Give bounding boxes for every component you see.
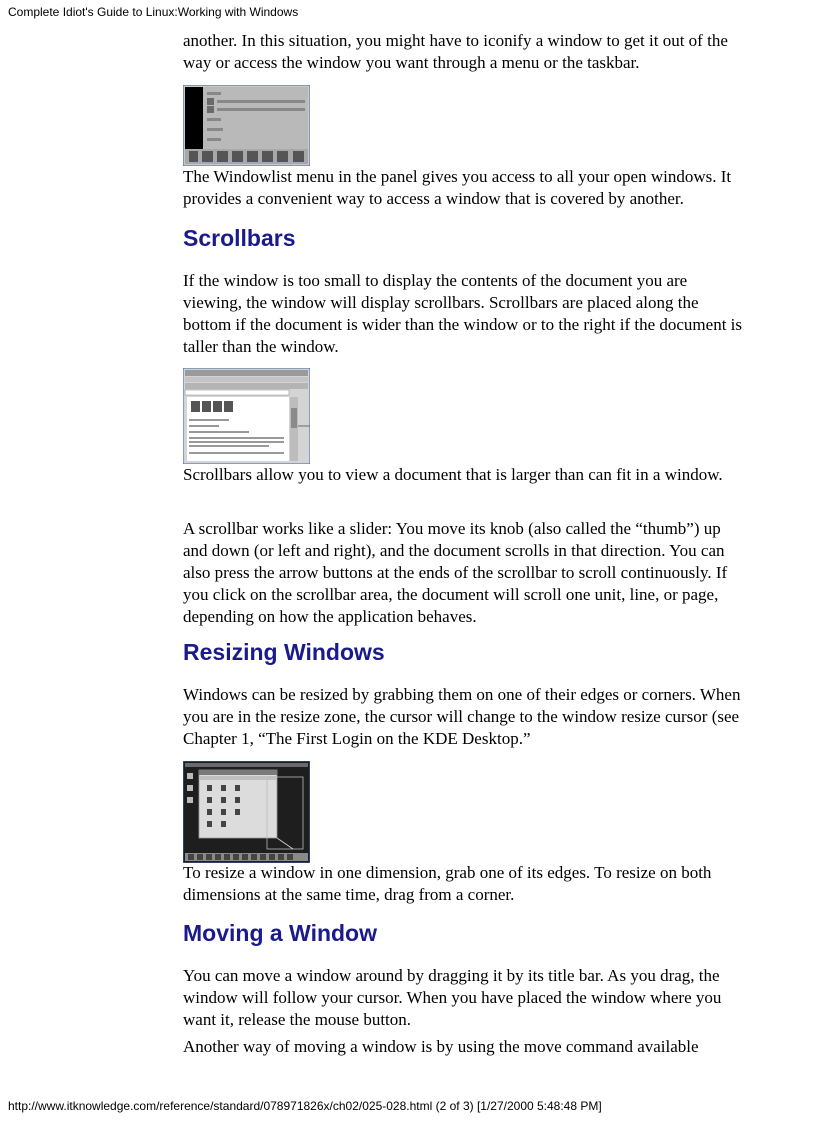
scrollbars-image [183, 368, 310, 464]
scrollbars-paragraph-1: If the window is too small to display the contents of the document you are viewing, the window will display scrollbars. Scrollbars are placed along the bottom if the document is wider than the window or to the right if the document is taller than the window. [183, 271, 743, 356]
page-header-title: Complete Idiot's Guide to Linux:Working with Windows [8, 5, 299, 19]
scrollbars-screenshot [183, 368, 310, 464]
scrollbars-figure-caption: Scrollbars allow you to view a document that is larger than can fit in a window. [183, 465, 723, 484]
moving-paragraph-2: Another way of moving a window is by using the move command available [183, 1037, 699, 1056]
moving-paragraph-1: You can move a window around by dragging it by its title bar. As you drag, the window will follow your cursor. When you have placed the window where you want it, release the mouse button. [183, 966, 722, 1029]
page-footer-url[interactable]: http://www.itknowledge.com/reference/standard/078971826x/ch02/025-028.html (2 of 3) [1/27/2000 5:48:48 PM] [8, 1099, 602, 1113]
resizing-heading: Resizing Windows [183, 639, 385, 665]
resizing-figure-caption: To resize a window in one dimension, grab one of its edges. To resize on both dimensions at the same time, drag from a corner. [183, 863, 712, 904]
windowlist-menu-screenshot [183, 85, 310, 166]
moving-heading: Moving a Window [183, 920, 377, 946]
resizing-paragraph-1: Windows can be resized by grabbing them on one of their edges or corners. When you are in the resize zone, the cursor will change to the window resize cursor (see Chapter 1, “The First Login on the KDE Desktop.” [183, 685, 741, 748]
resizing-screenshot [183, 761, 310, 863]
windowlist-caption: The Windowlist menu in the panel gives you access to all your open windows. It provides a convenient way to access a window that is covered by another. [183, 167, 732, 208]
scrollbars-paragraph-2: A scrollbar works like a slider: You move its knob (also called the “thumb”) up and down (or left and right), and the document scrolls in that direction. You can also press the arrow buttons at the ends of the scrollbar to scroll continuously. If you click on the scrollbar area, the document will scroll one unit, line, or page, depending on how the application behaves. [183, 519, 728, 626]
intro-paragraph: another. In this situation, you might have to iconify a window to get it out of the way or access the window you want through a menu or the taskbar. [183, 31, 728, 72]
windowlist-menu-image [183, 85, 310, 166]
resizing-image [183, 761, 310, 863]
scrollbars-heading: Scrollbars [183, 225, 296, 251]
